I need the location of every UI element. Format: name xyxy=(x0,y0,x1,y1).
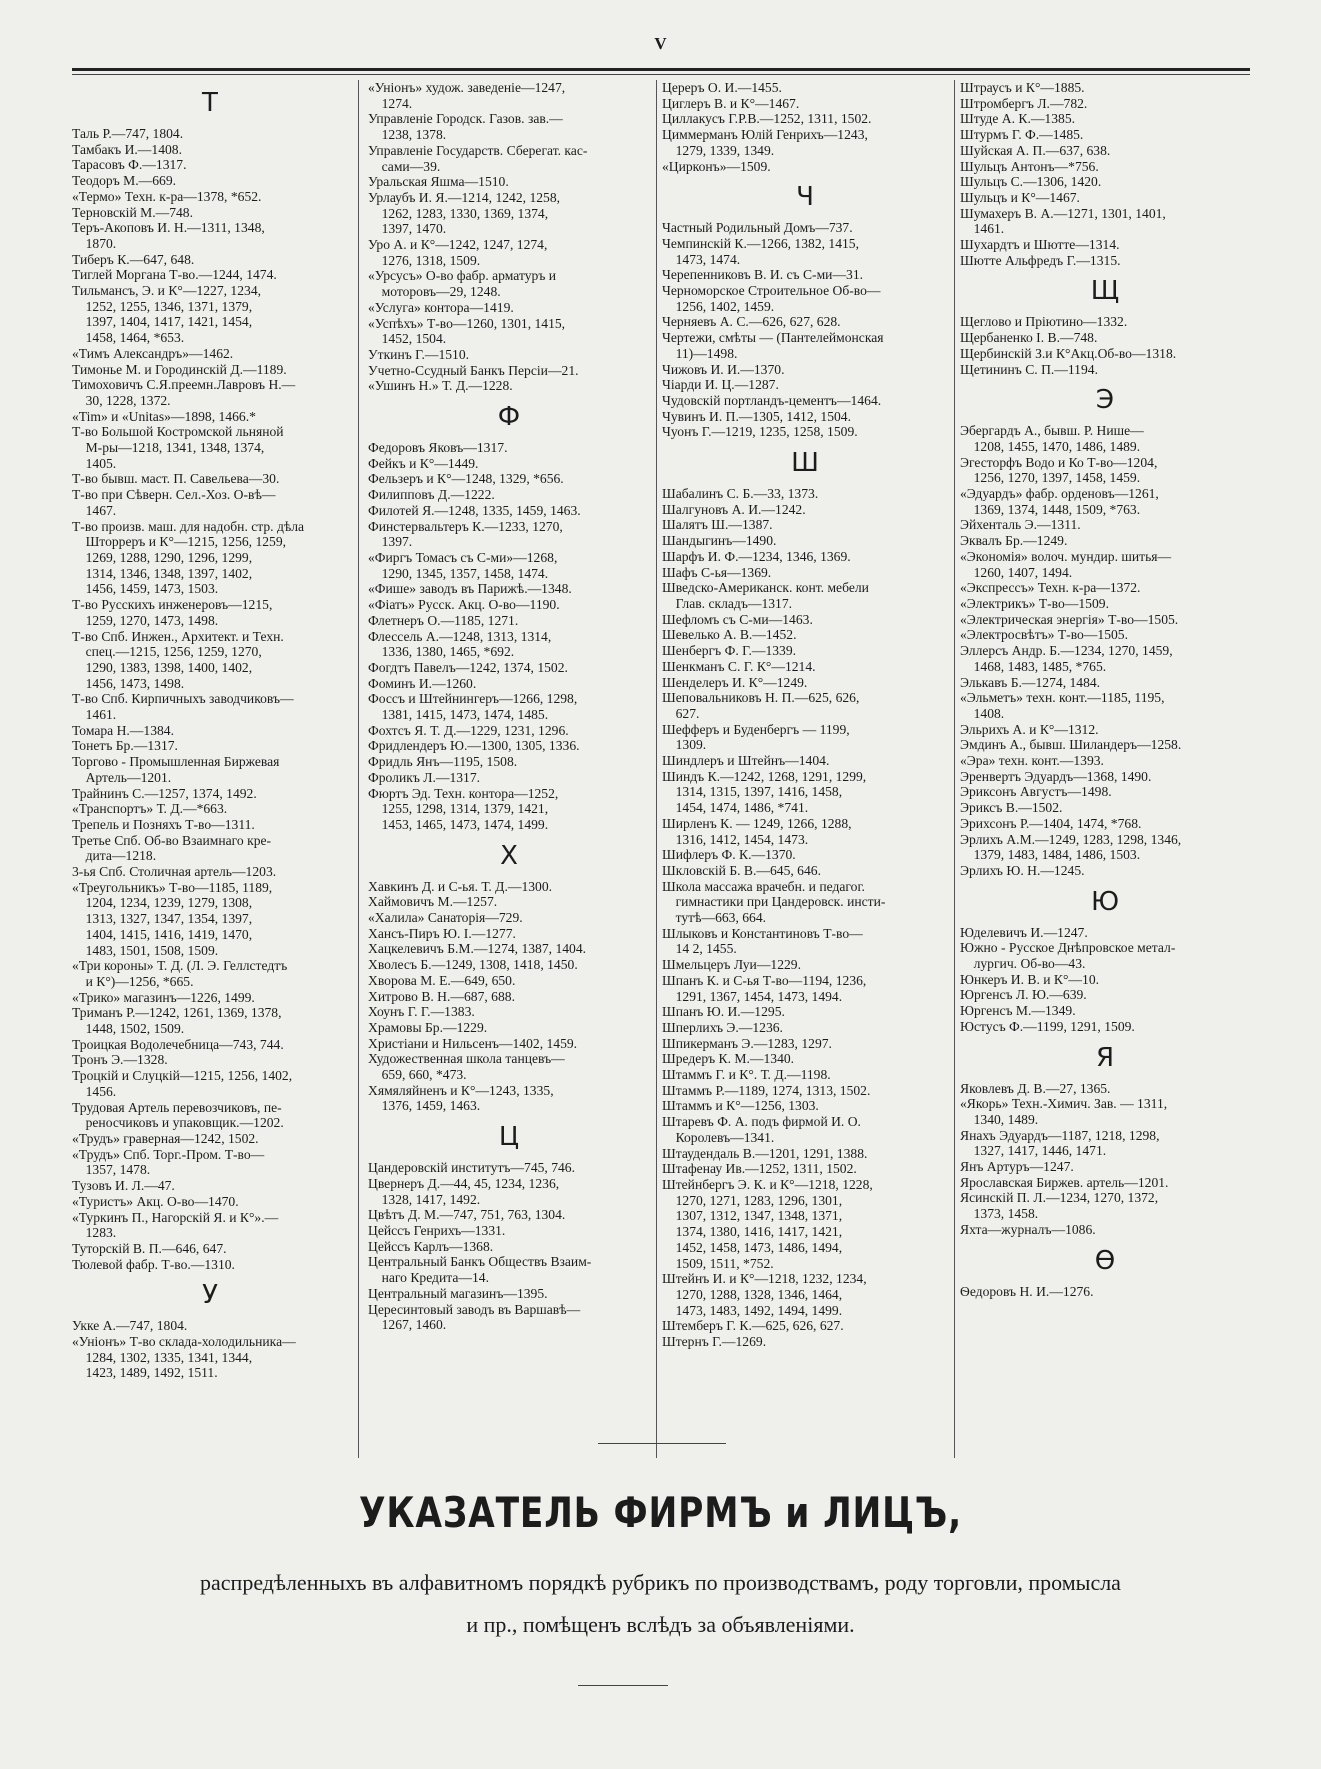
column-divider xyxy=(358,80,359,1458)
index-entry: Шифлеръ Ф. К.—1370. xyxy=(662,847,796,863)
index-entry: Шиндъ К.—1242, 1268, 1291, 1299, 1314, 1315, 1397, 1416, 1458, 1454, 1474, 1486, *741. xyxy=(662,768,867,816)
index-entry: Эриксонъ Августъ—1498. xyxy=(960,784,1112,800)
index-entry: Уро А. и К°—1242, 1247, 1274, 1276, 1318, 1509. xyxy=(368,237,548,268)
index-entry: Хацкелевичъ Б.М.—1274, 1387, 1404. xyxy=(368,941,587,957)
index-entry: Тамбакъ И.—1408. xyxy=(72,141,182,157)
index-entry: Чемпинскій К.—1266, 1382, 1415, 1473, 1474. xyxy=(662,235,859,267)
index-entry: Юделевичъ И.—1247. xyxy=(960,924,1088,940)
index-entry: Туторскій В. П.—646, 647. xyxy=(72,1240,227,1256)
index-entry: Циглеръ В. и К°—1467. xyxy=(662,95,800,111)
index-entry: Трайнинъ С.—1257, 1374, 1492. xyxy=(72,785,257,801)
index-entry: «Экономія» волоч. мундир. шитья— 1260, 1407, 1494. xyxy=(960,548,1172,580)
index-entry: Филипповъ Д.—1222. xyxy=(368,487,495,503)
index-entry: Шабалинъ С. Б.—33, 1373. xyxy=(662,486,819,502)
index-entry: Штафенау Ив.—1252, 1311, 1502. xyxy=(662,1161,857,1177)
index-entry: Цвѣтъ Д. М.—747, 751, 763, 1304. xyxy=(368,1207,566,1223)
index-entry: Эренвертъ Эдуардъ—1368, 1490. xyxy=(960,768,1152,784)
index-entry: Эльрихъ А. и К°—1312. xyxy=(960,721,1099,737)
section-letter: Ф xyxy=(497,402,521,433)
index-entry: Т-во бывш. маст. П. Савельева—30. xyxy=(72,471,280,487)
index-entry: «Термо» Техн. к-ра—1378, *652. xyxy=(72,188,262,204)
index-entry: «Успѣхъ» Т-во—1260, 1301, 1415, 1452, 1504. xyxy=(368,315,566,347)
index-subtitle-line2: и пр., помѣщенъ вслѣдъ за объявленіями. xyxy=(466,1612,855,1637)
index-entry: Яковлевъ Д. В.—27, 1365. xyxy=(960,1080,1111,1096)
top-rule xyxy=(72,68,1250,71)
column-divider xyxy=(656,80,657,1458)
index-entry: Цереръ О. И.—1455. xyxy=(662,80,782,95)
index-entry: Штраусъ и К°—1885. xyxy=(960,80,1085,95)
index-entry: Юстусъ Ф.—1199, 1291, 1509. xyxy=(960,1018,1135,1034)
index-entry: Штромбергъ Л.—782. xyxy=(960,95,1088,111)
index-entry: Фогдтъ Павелъ—1242, 1374, 1502. xyxy=(368,659,568,675)
index-entry: «Треугольникъ» Т-во—1185, 1189, 1204, 1234, 1239, 1279, 1308, 1313, 1327, 1347, 1354, 1397, 1404, 1415, 1416, 1419, 1470, 1483, 1501, 1508, 1509. xyxy=(72,879,273,958)
index-entry: «Электросвѣтъ» Т-во—1505. xyxy=(960,627,1129,643)
index-entry: Управленіе Государств. Сберегат. кас- сами—39. xyxy=(368,142,588,174)
index-entry: Эрлихъ А.М.—1249, 1283, 1298, 1346, 1379, 1483, 1484, 1486, 1503. xyxy=(960,831,1182,863)
index-entry: Фельзеръ и К°—1248, 1329, *656. xyxy=(368,471,564,487)
index-entry: Эриксъ В.—1502. xyxy=(960,800,1063,816)
index-title: УКАЗАТЕЛЬ ФИРМЪ и ЛИЦЪ, xyxy=(359,1488,962,1537)
section-letter: У xyxy=(202,1280,218,1311)
index-entry: «Цирконъ»—1509. xyxy=(662,158,771,174)
index-entry: Шенкманъ С. Г. К°—1214. xyxy=(662,658,816,674)
index-entry: Шефломъ съ С-ми—1463. xyxy=(662,611,813,627)
index-entry: Трепель и Позняхъ Т-во—1311. xyxy=(72,816,255,832)
index-entry: Урлаубъ И. Я.—1214, 1242, 1258, 1262, 1283, 1330, 1369, 1374, 1397, 1470. xyxy=(368,189,561,237)
index-entry: «Фиргъ Томасъ съ С-ми»—1268, 1290, 1345, 1357, 1458, 1474. xyxy=(368,549,558,581)
index-entry: Управленіе Городск. Газов. зав.— 1238, 1378. xyxy=(368,111,563,143)
index-entry: Шевелько А. В.—1452. xyxy=(662,627,797,643)
index-entry: Тиглей Моргана Т-во.—1244, 1474. xyxy=(72,267,277,283)
index-entry: Тюлевой фабр. Т-во.—1310. xyxy=(72,1256,235,1272)
index-entry: Шалятъ Ш.—1387. xyxy=(662,517,773,533)
index-entry: Тонетъ Бр.—1317. xyxy=(72,738,178,754)
index-entry: Торгово - Промышленная Биржевая Артель—1201. xyxy=(72,754,280,785)
index-entry: Хямяляйненъ и К°—1243, 1335, 1376, 1459, 1463. xyxy=(368,1082,554,1114)
index-entry: «Тимъ Александръ»—1462. xyxy=(72,345,234,361)
index-entry: Фоссъ и Штейнингеръ—1266, 1298, 1381, 1415, 1473, 1474, 1485. xyxy=(368,691,578,723)
index-entry: Фюртъ Эд. Техн. контора—1252, 1255, 1298, 1314, 1379, 1421, 1453, 1465, 1473, 1474, 1499. xyxy=(368,785,559,832)
index-entry: Эйхенталь Э.—1311. xyxy=(960,517,1081,533)
index-entry: «Услуга» контора—1419. xyxy=(368,299,514,315)
index-entry: Штемберъ Г. К.—625, 626, 627. xyxy=(662,1318,844,1334)
index-entry: Эрлихъ Ю. Н.—1245. xyxy=(960,862,1085,878)
index-entry: Хавкинъ Д. и С-ья. Т. Д.—1300. xyxy=(368,878,553,894)
index-entry: Третье Спб. Об-во Взаимнаго кре- дита—1218. xyxy=(72,832,272,864)
index-entry: Эмдинъ А., бывш. Шиландеръ—1258. xyxy=(960,737,1182,753)
index-entry: Шкловскій Б. В.—645, 646. xyxy=(662,862,821,878)
index-entry: Уральская Яшма—1510. xyxy=(368,174,509,190)
index-entry: Ѳедоровъ Н. И.—1276. xyxy=(960,1283,1094,1299)
section-letter: Ч xyxy=(796,182,814,213)
index-entry: Шперлихъ Э.—1236. xyxy=(662,1019,783,1035)
index-entry: Юнкеръ И. В. и К°—10. xyxy=(960,971,1100,987)
index-entry: «Эра» техн. конт.—1393. xyxy=(960,753,1104,769)
index-entry: Черноморское Строительное Об-во— 1256, 1402, 1459. xyxy=(662,283,881,314)
index-entry: Южно - Русское Днѣпровское метал- лургич. Об-во—43. xyxy=(960,940,1176,972)
index-entry: Ярославская Биржев. артель—1201. xyxy=(960,1174,1169,1190)
index-entry: Таль Р.—747, 1804. xyxy=(72,126,184,141)
index-entry: Чіарди И. Ц.—1287. xyxy=(662,377,779,393)
index-entry: Т-во Русскихъ инженеровъ—1215, 1259, 1270, 1473, 1498. xyxy=(72,597,273,628)
section-rule-bottom xyxy=(578,1685,668,1686)
index-entry: Терновскій М.—748. xyxy=(72,204,193,220)
index-entry: Трудовая Артель перевозчиковъ, пе- реносчиковъ и упаковщик.—1202. xyxy=(72,1099,284,1131)
index-entry: Шенбергъ Ф. Г.—1339. xyxy=(662,643,797,659)
index-entry: «Якорь» Техн.-Химич. Зав. — 1311, 1340, 1489. xyxy=(960,1096,1168,1127)
index-entry: Христіани и Нильсенъ—1402, 1459. xyxy=(368,1035,578,1051)
index-entry: Филотей Я.—1248, 1335, 1459, 1463. xyxy=(368,502,581,518)
index-entry: Шпикерманъ Э.—1283, 1297. xyxy=(662,1035,832,1051)
index-entry: Шухардтъ и Шютте—1314. xyxy=(960,237,1120,253)
index-entry: Штурмъ Г. Ф.—1485. xyxy=(960,127,1084,143)
index-entry: Троцкій и Слуцкій—1215, 1256, 1402, 1456. xyxy=(72,1068,293,1099)
index-entry: Штернъ Г.—1269. xyxy=(662,1334,767,1350)
index-entry: Ясинскій П. Л.—1234, 1270, 1372, 1373, 1458. xyxy=(960,1190,1159,1222)
index-entry: «Трудъ» Спб. Торг.-Пром. Т-во— 1357, 1478. xyxy=(72,1146,265,1178)
index-entry: Юргенсъ М.—1349. xyxy=(960,1003,1076,1019)
index-entry: Цейссъ Карлъ—1368. xyxy=(368,1238,494,1254)
index-entry: Тарасовъ Ф.—1317. xyxy=(72,157,187,173)
index-entry: Шютте Альфредъ Г.—1315. xyxy=(960,252,1121,268)
index-entry: Троицкая Водолечебница—743, 744. xyxy=(72,1036,284,1052)
index-entry: Шенделеръ И. К°—1249. xyxy=(662,674,808,690)
index-entry: Фридлендеръ Ю.—1300, 1305, 1336. xyxy=(368,738,580,754)
index-entry: Томара Н.—1384. xyxy=(72,722,174,738)
index-entry: Цересинтовый заводъ въ Варшавѣ— 1267, 1460. xyxy=(368,1301,581,1333)
index-entry: Теръ-Акоповъ И. Н.—1311, 1348, 1870. xyxy=(72,220,265,251)
index-entry: Эгесторфъ Водо и Ко Т-во—1204, 1256, 1270, 1397, 1458, 1459. xyxy=(960,454,1158,486)
index-entry: Шредеръ К. М.—1340. xyxy=(662,1051,795,1067)
index-entry: Т-во Спб. Инжен., Архитект. и Техн. спец.—1215, 1256, 1259, 1270, 1290, 1383, 1398, 1400, 1402, 1456, 1473, 1498. xyxy=(72,628,284,691)
index-entry: «Три короны» Т. Д. (Л. Э. Геллстедтъ и К°)—1256, *665. xyxy=(72,958,288,989)
index-entry: «Фише» заводъ въ Парижѣ.—1348. xyxy=(368,581,572,597)
index-entry: Фоминъ И.—1260. xyxy=(368,675,477,691)
index-entry: «Урсусъ» О-во фабр. арматуръ и моторовъ—29, 1248. xyxy=(368,268,557,300)
index-entry: Т-во произв. маш. для надобн. стр. дѣла Шторреръ и К°—1215, 1256, 1259, 1269, 1288, 1290, 1296, 1299, 1314, 1346, 1348, 1397, 1402, 1456, 1459, 1473, 1503. xyxy=(72,518,305,597)
index-entry: Тронъ Э.—1328. xyxy=(72,1052,168,1068)
index-entry: «Трудъ» граверная—1242, 1502. xyxy=(72,1131,259,1146)
index-entry: Шульцъ Антонъ—*756. xyxy=(960,158,1099,174)
index-entry: Чуонъ Г.—1219, 1235, 1258, 1509. xyxy=(662,424,858,440)
index-entry: Чертежи, смѣты — (Пантелеймонская 11)—1498. xyxy=(662,330,884,361)
index-entry: Штуде А. К.—1385. xyxy=(960,111,1076,127)
index-entry: Фридль Янъ—1195, 1508. xyxy=(368,754,518,770)
index-entry: Шарфъ И. Ф.—1234, 1346, 1369. xyxy=(662,548,851,564)
index-entry: «Эдуардъ» фабр. орденовъ—1261, 1369, 1374, 1448, 1509, *763. xyxy=(960,486,1159,517)
index-entry: Тильмансъ, Э. и К°—1227, 1234, 1252, 1255, 1346, 1371, 1379, 1397, 1404, 1417, 1421, 1454, 1458, 1464, *653. xyxy=(72,283,262,346)
index-entry: Янъ Артуръ—1247. xyxy=(960,1159,1074,1175)
index-subtitle-line1: распредѣленныхъ въ алфавитномъ порядкѣ рубрикъ по производствамъ, роду торговли, промысла xyxy=(200,1570,1121,1595)
index-entry: «Уніонъ» Т-во склада-холодильника— 1284, 1302, 1335, 1341, 1344, 1423, 1489, 1492, 1511. xyxy=(72,1334,296,1381)
index-entry: Учетно-Ссудный Банкъ Персіи—21. xyxy=(368,362,579,378)
index-entry: Щербинскій З.и К°Акц.Об-во—1318. xyxy=(960,345,1177,361)
index-entry: «Эльметъ» техн. конт.—1185, 1195, 1408. xyxy=(960,690,1165,721)
index-entry: Штаммъ Г. и К°. Т. Д.—1198. xyxy=(662,1067,831,1083)
index-entry: Щеглово и Пріютино—1332. xyxy=(960,314,1128,330)
index-entry: Финстервальтеръ К.—1233, 1270, 1397. xyxy=(368,518,563,550)
index-entry: Шульцъ С.—1306, 1420. xyxy=(960,174,1102,190)
index-entry: Хансъ-Пиръ Ю. І.—1277. xyxy=(368,925,516,941)
section-letter: Щ xyxy=(1090,276,1120,307)
section-letter: Ш xyxy=(791,448,819,479)
index-entry: Ширленъ К. — 1249, 1266, 1288, 1316, 1412, 1454, 1473. xyxy=(662,815,852,847)
index-entry: Штаудендаль В.—1201, 1291, 1388. xyxy=(662,1145,868,1161)
index-entry: Шалгуновъ А. И.—1242. xyxy=(662,501,806,517)
index-entry: Циллакусъ Г.Р.В.—1252, 1311, 1502. xyxy=(662,111,872,127)
index-entry: Шульцъ и К°—1467. xyxy=(960,189,1080,205)
index-entry: Чижовъ И. И.—1370. xyxy=(662,361,785,377)
index-entry: Хоунъ Г. Г.—1383. xyxy=(368,1004,475,1020)
index-entry: Уткинъ Г.—1510. xyxy=(368,346,470,362)
index-entry: Шеповальниковъ Н. П.—625, 626, 627. xyxy=(662,690,860,721)
index-entry: Триманъ Р.—1242, 1261, 1369, 1378, 1448, 1502, 1509. xyxy=(72,1005,282,1037)
index-entry: Циммерманъ Юлій Генрихъ—1243, 1279, 1339, 1349. xyxy=(662,127,868,158)
index-entry: Черняевъ А. С.—626, 627, 628. xyxy=(662,314,841,330)
index-entry: «Ушинъ Н.» Т. Д.—1228. xyxy=(368,378,513,394)
index-entry: Частный Родильный Домъ—737. xyxy=(662,220,853,236)
index-entry: Эбергардъ А., бывш. Р. Нише— 1208, 1455, 1470, 1486, 1489. xyxy=(960,423,1144,454)
index-entry: Элькавъ Б.—1274, 1484. xyxy=(960,674,1101,690)
section-rule-top xyxy=(598,1443,726,1444)
page-number: V xyxy=(654,34,667,53)
index-entry: Храмовы Бр.—1229. xyxy=(368,1019,488,1035)
index-entry: «Экспрессъ» Техн. к-ра—1372. xyxy=(960,580,1141,596)
index-entry: Чувинъ И. П.—1305, 1412, 1504. xyxy=(662,408,852,424)
index-entry: «Электрикъ» Т-во—1509. xyxy=(960,595,1109,611)
index-entry: Шафъ С-ья—1369. xyxy=(662,564,772,580)
index-entry: «Халила» Санаторія—729. xyxy=(368,910,523,926)
index-entry: Шлыковъ и Константиновъ Т-во— 14 2, 1455. xyxy=(662,925,863,957)
index-entry: Шпанъ Ю. И.—1295. xyxy=(662,1004,785,1020)
index-entry: «Транспортъ» Т. Д.—*663. xyxy=(72,801,228,817)
index-entry: Школа массажа врачебн. и педагог. гимнастики при Цандеровск. инсти- тутѣ—663, 664. xyxy=(662,878,886,926)
index-entry: Черепенниковъ В. И. съ С-ми—31. xyxy=(662,267,864,283)
section-letter: Ю xyxy=(1090,886,1120,917)
index-entry: Флессель А.—1248, 1313, 1314, 1336, 1380, 1465, *692. xyxy=(368,628,552,660)
index-entry: Шведско-Американск. конт. мебели Глав. складъ—1317. xyxy=(662,580,869,611)
index-entry: Т-во Спб. Кирпичныхъ заводчиковъ— 1461. xyxy=(72,691,294,723)
index-entry: Шандыгинъ—1490. xyxy=(662,533,777,549)
index-entry: Центральный Банкъ Обществъ Взаим- наго Кредита—14. xyxy=(368,1254,592,1286)
section-letter: Т xyxy=(202,88,218,118)
index-entry: Эквалъ Бр.—1249. xyxy=(960,533,1068,549)
index-entry: Шумахеръ В. А.—1271, 1301, 1401, 1461. xyxy=(960,205,1166,237)
index-entry: Чудовскій портландъ-цементъ—1464. xyxy=(662,392,882,408)
index-entry: Штаревъ Ф. А. подъ фирмой И. О. Королевъ—1341. xyxy=(662,1114,861,1145)
index-entry: Фейкъ и К°—1449. xyxy=(368,455,479,471)
index-entry: «Уніонъ» худож. заведеніе—1247, 1274. xyxy=(368,80,566,111)
index-entry: «Tim» и «Unitas»—1898, 1466.* xyxy=(72,408,256,424)
index-entry: «Электрическая энергія» Т-во—1505. xyxy=(960,611,1179,627)
index-entry: Штаммъ и К°—1256, 1303. xyxy=(662,1098,819,1114)
index-entry: Штейнбергъ Э. К. и К°—1218, 1228, 1270, 1271, 1283, 1296, 1301, 1307, 1312, 1347, 1348, 1371, 1374, 1380, 1416, 1417, 1421, 1452, 1458, 1473, 1486, 1494, 1509, 1511, *752. xyxy=(662,1177,873,1271)
index-entry: Т-во при Сѣверн. Сел.-Хоз. О-вѣ— 1467. xyxy=(72,487,276,518)
index-entry: Цвернеръ Д.—44, 45, 1234, 1236, 1328, 1417, 1492. xyxy=(368,1175,560,1207)
index-entry: Художественная школа танцевъ— 659, 660, *473. xyxy=(368,1051,565,1083)
index-entry: Эллерсъ Андр. Б.—1234, 1270, 1459, 1468, 1483, 1485, *765. xyxy=(960,643,1173,674)
index-entry: Фроликъ Л.—1317. xyxy=(368,769,481,785)
index-entry: Тузовъ И. Л.—47. xyxy=(72,1178,175,1194)
index-entry: Хволесъ Б.—1249, 1308, 1418, 1450. xyxy=(368,957,578,973)
index-entry: Яхта—журналъ—1086. xyxy=(960,1221,1096,1237)
index-entry: «Фіатъ» Русск. Акц. О-во—1190. xyxy=(368,597,560,613)
section-letter: Ц xyxy=(498,1122,520,1153)
index-entry: «Туркинъ П., Нагорскій Я. и К°».— 1283. xyxy=(72,1209,279,1241)
index-entry: Эрихсонъ Р.—1404, 1474, *768. xyxy=(960,815,1142,831)
index-entry: Шиндлеръ и Штейнъ—1404. xyxy=(662,753,830,769)
index-entry: Хитрово В. Н.—687, 688. xyxy=(368,988,515,1004)
index-entry: Тиберъ К.—647, 648. xyxy=(72,251,195,267)
index-entry: 3-ья Спб. Столичная артель—1203. xyxy=(72,864,277,880)
index-entry: Хворова М. Е.—649, 650. xyxy=(368,972,516,988)
index-entry: Теодоръ М.—669. xyxy=(72,173,177,189)
index-entry: Шмельцеръ Луи—1229. xyxy=(662,957,801,973)
index-entry: Щетининъ С. П.—1194. xyxy=(960,361,1098,377)
index-entry: Цандеровскій институтъ—745, 746. xyxy=(368,1160,575,1176)
top-rule-thin xyxy=(72,74,1250,75)
index-entry: «Трико» магазинъ—1226, 1499. xyxy=(72,989,255,1005)
index-entry: Шпанъ К. и С-ья Т-во—1194, 1236, 1291, 1367, 1454, 1473, 1494. xyxy=(662,972,867,1004)
index-entry: Штейнъ И. и К°—1218, 1232, 1234, 1270, 1288, 1328, 1346, 1464, 1473, 1483, 1492, 1494, 1499. xyxy=(662,1271,867,1318)
section-letter: Э xyxy=(1095,385,1115,416)
column-divider xyxy=(954,80,955,1458)
index-entry: Шуйская А. П.—637, 638. xyxy=(960,142,1111,158)
section-letter: Х xyxy=(500,840,518,871)
index-entry: Федоровъ Яковъ—1317. xyxy=(368,440,508,456)
index-entry: Укке А.—747, 1804. xyxy=(72,1318,188,1334)
index-entry: Янахъ Эдуардъ—1187, 1218, 1298, 1327, 1417, 1446, 1471. xyxy=(960,1127,1160,1159)
index-entry: Шефферъ и Буденбергъ — 1199, 1309. xyxy=(662,721,850,753)
section-letter: Ѳ xyxy=(1094,1245,1116,1276)
index-entry: Цейссъ Генрихъ—1331. xyxy=(368,1223,506,1238)
index-entry: Тимонье М. и Городинскій Д.—1189. xyxy=(72,361,287,377)
index-entry: Штаммъ Р.—1189, 1274, 1313, 1502. xyxy=(662,1082,871,1098)
section-letter: Я xyxy=(1095,1042,1115,1073)
index-entry: Центральный магазинъ—1395. xyxy=(368,1285,548,1301)
index-entry: Тимоховичъ С.Я.преемн.Лавровъ Н.— 30, 1228, 1372. xyxy=(72,377,296,408)
index-entry: Хаймовичъ М.—1257. xyxy=(368,894,498,910)
index-entry: Т-во Большой Костромской льняной М-ры—1218, 1341, 1348, 1374, 1405. xyxy=(72,424,284,471)
index-entry: Флетнеръ О.—1185, 1271. xyxy=(368,612,519,628)
index-entry: «Туристъ» Акц. О-во—1470. xyxy=(72,1193,239,1209)
index-entry: Щербаненко І. В.—748. xyxy=(960,330,1098,346)
index-entry: Фохтсъ Я. Т. Д.—1229, 1231, 1296. xyxy=(368,722,569,738)
index-entry: Юргенсъ Л. Ю.—639. xyxy=(960,987,1087,1003)
